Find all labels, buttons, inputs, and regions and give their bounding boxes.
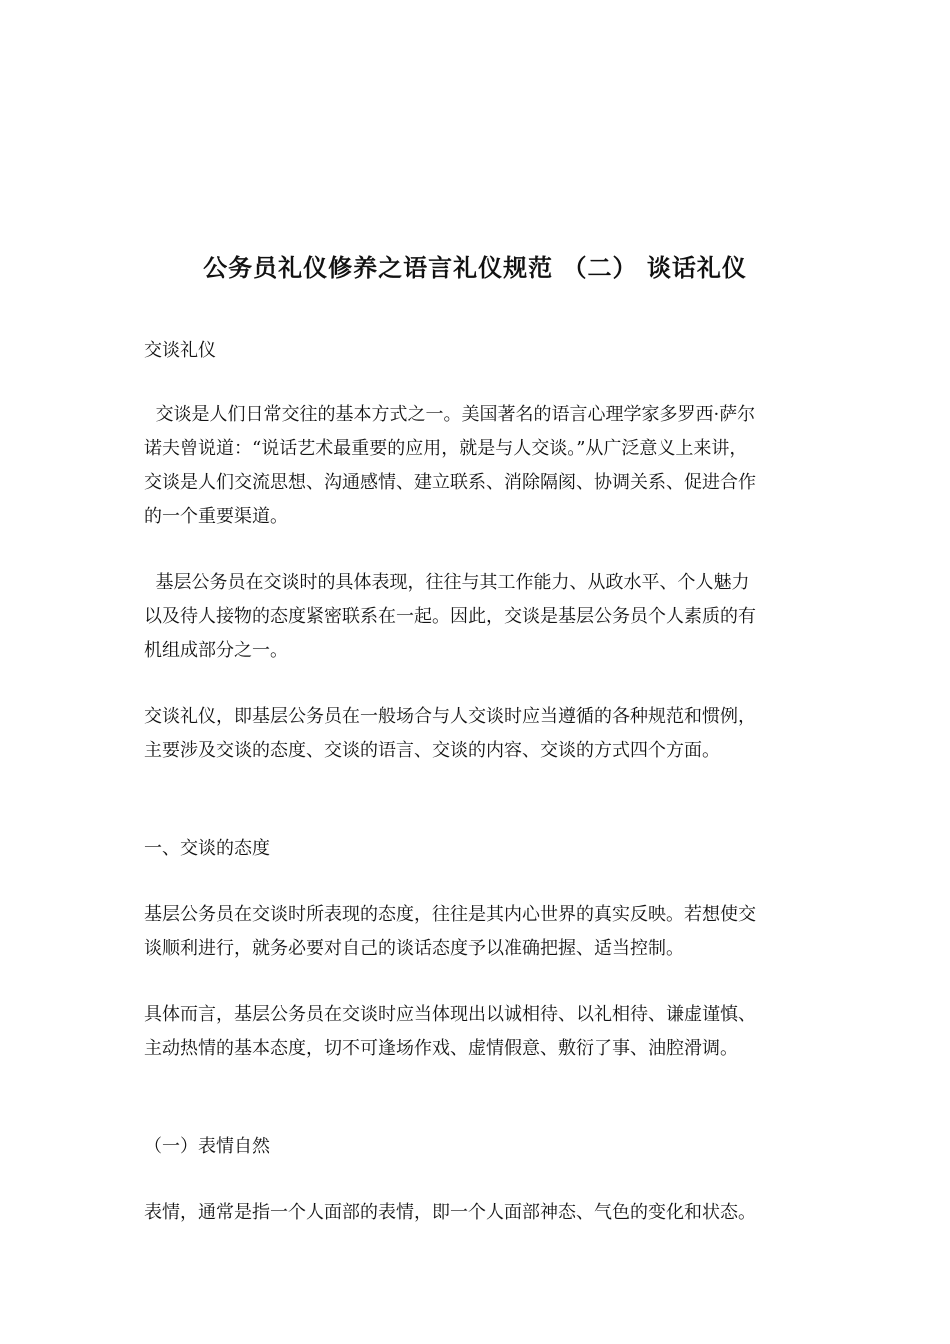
paragraph-line: 具体而言，基层公务员在交谈时应当体现出以诚相待、以礼相待、谦虚谨慎、 xyxy=(144,1004,756,1025)
paragraph-1 xyxy=(144,398,808,534)
paragraph-line: 诺夫曾说道：“说话艺术最重要的应用，就是与人交谈。”从广泛意义上来讲， xyxy=(144,438,748,459)
paragraph-6 xyxy=(144,1196,808,1230)
paragraph-line: 以及待人接物的态度紧密联系在一起。因此，交谈是基层公务员个人素质的有 xyxy=(144,606,756,627)
paragraph-line: 机组成部分之一。 xyxy=(144,640,288,661)
heading-expression xyxy=(144,1130,808,1164)
heading-attitude xyxy=(144,832,808,866)
paragraph-line: 基层公务员在交谈时的具体表现，往往与其工作能力、从政水平、个人魅力 xyxy=(144,572,750,593)
heading-text: （一）表情自然 xyxy=(144,1136,270,1157)
paragraph-line: 表情，通常是指一个人面部的表情，即一个人面部神态、气色的变化和状态。 xyxy=(144,1202,756,1223)
paragraph-2 xyxy=(144,566,808,668)
paragraph-4 xyxy=(144,898,808,966)
paragraph-line: 谈顺利进行，就务必要对自己的谈话态度予以准确把握、适当控制。 xyxy=(144,938,684,959)
paragraph-line: 基层公务员在交谈时所表现的态度，往往是其内心世界的真实反映。若想使交 xyxy=(144,904,756,925)
paragraph-line: 主动热情的基本态度，切不可逢场作戏、虚情假意、敷衍了事、油腔滑调。 xyxy=(144,1038,738,1059)
section-heading-text: 交谈礼仪 xyxy=(144,340,216,361)
document-title: 公务员礼仪修养之语言礼仪规范 （二） 谈话礼仪 xyxy=(203,254,747,282)
paragraph-line: 的一个重要渠道。 xyxy=(144,506,288,527)
paragraph-3 xyxy=(144,700,808,768)
section-heading xyxy=(144,334,808,368)
paragraph-line: 交谈是人们交流思想、沟通感情、建立联系、消除隔阂、协调关系、促进合作 xyxy=(144,472,756,493)
paragraph-line: 交谈礼仪，即基层公务员在一般场合与人交谈时应当遵循的各种规范和惯例， xyxy=(144,706,756,727)
paragraph-5 xyxy=(144,998,808,1066)
paragraph-line: 交谈是人们日常交往的基本方式之一。美国著名的语言心理学家多罗西·萨尔 xyxy=(144,404,756,425)
heading-text: 一、交谈的态度 xyxy=(144,838,270,859)
paragraph-line: 主要涉及交谈的态度、交谈的语言、交谈的内容、交谈的方式四个方面。 xyxy=(144,740,720,761)
